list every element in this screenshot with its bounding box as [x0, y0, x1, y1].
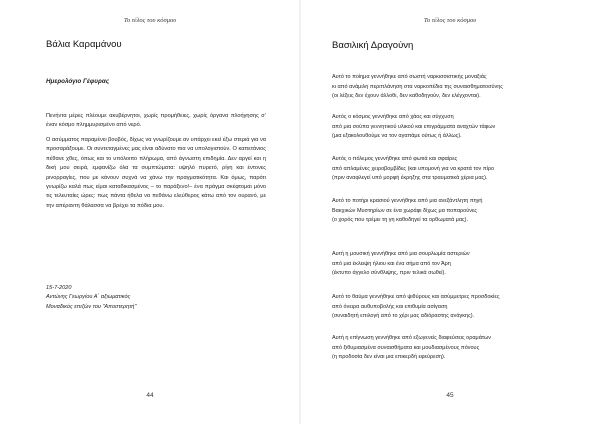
verse-line: από μια έκλειψη ήλιου και ένα σήμα από τον Άρη: [332, 260, 451, 267]
author-name: Βασιλική Δραγούνη: [332, 40, 414, 51]
verse-line: από ξιθυμιασμένα συναισθήματα και μουδιασμένους πόνους: [332, 344, 480, 351]
verse-line: (συναιδητή επιλογή από το χέρι μας αδιόραστης ανάγκης).: [332, 313, 475, 319]
verse-line: Αυτός ο πόλεμος γεννήθηκε από φωτιά και σφαίρες: [332, 156, 458, 162]
stanza: [332, 293, 499, 322]
verse-line: Αυτός ο κόσμος γεννήθηκε από χάος και σύγχυση: [332, 114, 454, 120]
verse-line: κι από ανάμιλη περιπλάνηση στα ναρκοπέδια της συναισθηματοσύνης: [332, 83, 503, 90]
signature-date: 15-7-2020: [46, 285, 72, 291]
stanza: [332, 250, 470, 279]
verse-line: Αυτό το ποτήρι κρασιού γεννήθηκε από μια ανεξάντλητη πηγή: [332, 198, 483, 204]
verse-line: από μια σούπα γεννητικού υλικού και επιγράμματα αναχτών τάφων: [332, 123, 496, 130]
verse-line: (μια εξακολουθούμε να τον αγαπάμε ούτως ή άλλως).: [332, 133, 462, 139]
verse-line: Βακχικών Μυστηρίων σε ένα χωράφι δίχως μα ποπαρούνες: [332, 207, 478, 214]
author-name: Βάλια Καραμάνου: [46, 39, 122, 50]
stanza: [332, 73, 503, 102]
verse-line: (έκτυπο άγγελο σύνθλιψης, πριν τελικά σωθεί).: [332, 270, 446, 276]
page-number: 45: [446, 392, 454, 399]
stanza: [332, 155, 494, 184]
verse-line: από όνειρα αυθυποβολής και επιθυμία ασίγαση: [332, 303, 448, 310]
prose-paragraph: Πενήντα μέρες πλέουμε ακυβέρνητοι, χωρίς προμήθειες, χωρίς όργανα πλοήγησης σ’ έναν κόσμο πλημμυρισμένο από νερό.: [46, 113, 266, 129]
verse-line: (οι λέξεις δεν έχουν άλλοθι, δεν καθοδηγούν, δεν ελέγχονται).: [332, 93, 481, 99]
stanza: [332, 197, 483, 226]
verse-line: Αυτό το θαύμα γεννήθηκε από ψιθύρους και ασύμμετρες προσδοκίες: [332, 294, 500, 300]
page-number: 44: [146, 392, 154, 399]
signature-role: Μοναδικός επιζών του "Αποστερητή": [46, 303, 137, 310]
verse-line: (πριν αναφλεγεί υπό μορφή έκρηξης στα τραυματικά χέρια μας).: [332, 175, 488, 181]
signature-block: [46, 284, 136, 312]
verse-line: Αυτό το ποίημα γεννήθηκε από σωστή ναρκισσιστικής μοναξιάς: [332, 74, 487, 80]
verse-line: από απλαμένες χειροβομβίδες (και υπομονή για να κρατά τον πίρο: [332, 165, 495, 172]
text-subtitle: Ημερολόγιο Γέφυρας: [46, 78, 110, 85]
signature-name: Αντώνης Γεωργίου Α΄ αξιωματικός: [46, 294, 131, 301]
running-head: Το τέλος του κόσμου: [423, 17, 477, 24]
stanza: [332, 334, 491, 363]
verse-line: (η προδοσία δεν είναι μια επικερδή εφεύρεση).: [332, 354, 446, 360]
verse-line: Αυτή η μουσική γεννήθηκε από μια σουρλωμία αστεριών: [332, 251, 470, 257]
verse-line: (ο χορός που τρέμει τη γη καθοδηγεί τα ορθωματά μας).: [332, 217, 469, 223]
right-page: [300, 0, 600, 424]
stanza: [332, 113, 495, 142]
prose-paragraph: Ο ασύμματος παραμένει βουβός, δίχως να γνωρίζουμε αν υπάρχει εκεί έξω στεριά για να προσαράξουμε. Οι συντεταγμένες μας είναι αδύνατο πια να υπολογιστούν. Ο καπετάνιος πέθανε χθες, όπως και το υπόλοιπο πλήρωμα, από άγνωστη επιδημία. Δεν αργεί και η δική μου σειρά, εμφανίζω όλα τα συμπτώματα: υψηλό πυρετό, ρίγη και έντονες ρινορραγίες, που με κάνουν συχνά να χάνω την πραγματικότητα. Και όμως, παρότι γνωρίζω καλά πως είμαι καταδικασμένος – το παράξενο!– ένα πράγμα σκέφτομαι μόνο τις τελευταίες ώρες: πως πάντα ήθελα να πεθάνω ελεύθερος κάτω από τον ουρανό, με την απέραντη θάλασσα να βρέχει τα πόδια μου.: [46, 137, 266, 209]
verse-line: Αυτή η επίγνωση γεννήθηκε από εξωγενείς διαφεύσεις οραμάτων: [332, 335, 492, 341]
running-head: Το τέλος του κόσμου: [123, 17, 177, 24]
